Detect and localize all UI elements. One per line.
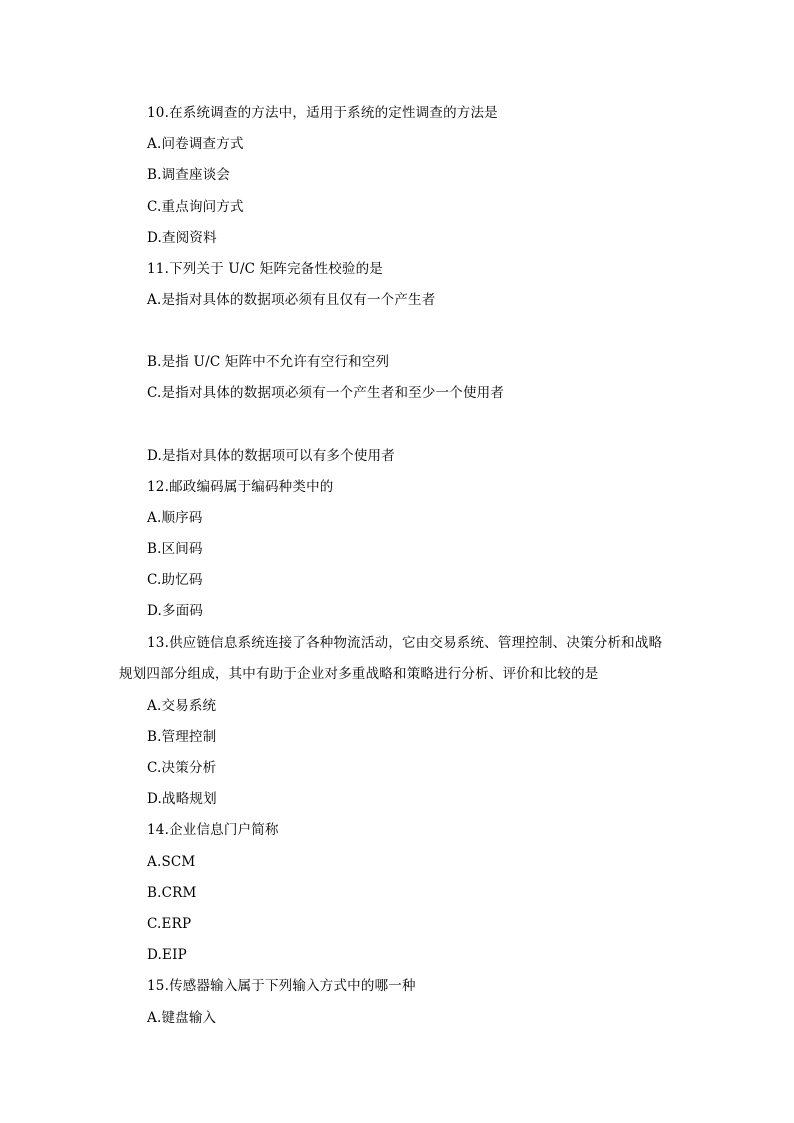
question-14-option-a: A.SCM <box>147 854 196 870</box>
question-13-option-d: D.战略规划 <box>147 791 217 807</box>
question-10-stem: 10.在系统调查的方法中，适用于系统的定性调查的方法是 <box>147 105 498 121</box>
question-12-option-a: A.顺序码 <box>147 510 203 526</box>
question-11-option-d: D.是指对具体的数据项可以有多个使用者 <box>147 448 395 464</box>
question-12-option-c: C.助忆码 <box>147 572 203 588</box>
question-14-stem: 14.企业信息门户简称 <box>147 822 279 838</box>
question-12-stem: 12.邮政编码属于编码种类中的 <box>147 479 334 495</box>
question-12-option-d: D.多面码 <box>147 603 204 619</box>
question-13-option-c: C.决策分析 <box>147 760 217 776</box>
question-10-option-b: B.调查座谈会 <box>147 167 231 183</box>
question-11-option-b: B.是指 U/C 矩阵中不允许有空行和空列 <box>147 354 390 370</box>
question-11-option-a: A.是指对具体的数据项必须有且仅有一个产生者 <box>147 292 436 308</box>
question-11-option-c: C.是指对具体的数据项必须有一个产生者和至少一个使用者 <box>147 385 505 401</box>
question-14-option-c: C.ERP <box>147 916 192 932</box>
question-13-stem-line-1: 13.供应链信息系统连接了各种物流活动，它由交易系统、管理控制、决策分析和战略 <box>147 635 663 651</box>
question-10-option-d: D.查阅资料 <box>147 230 217 246</box>
question-15-option-a: A.键盘输入 <box>147 1010 217 1026</box>
question-11-stem: 11.下列关于 U/C 矩阵完备性校验的是 <box>147 261 384 277</box>
question-13-stem-line-2: 规划四部分组成，其中有助于企业对多重战略和策略进行分析、评价和比较的是 <box>119 666 599 682</box>
question-14-option-b: B.CRM <box>147 885 197 901</box>
question-10-option-c: C.重点询问方式 <box>147 199 244 215</box>
question-10-option-a: A.问卷调查方式 <box>147 136 244 152</box>
question-15-stem: 15.传感器输入属于下列输入方式中的哪一种 <box>147 978 416 994</box>
question-13-option-b: B.管理控制 <box>147 729 217 745</box>
question-14-option-d: D.EIP <box>147 947 187 963</box>
question-13-option-a: A.交易系统 <box>147 698 217 714</box>
question-12-option-b: B.区间码 <box>147 541 203 557</box>
